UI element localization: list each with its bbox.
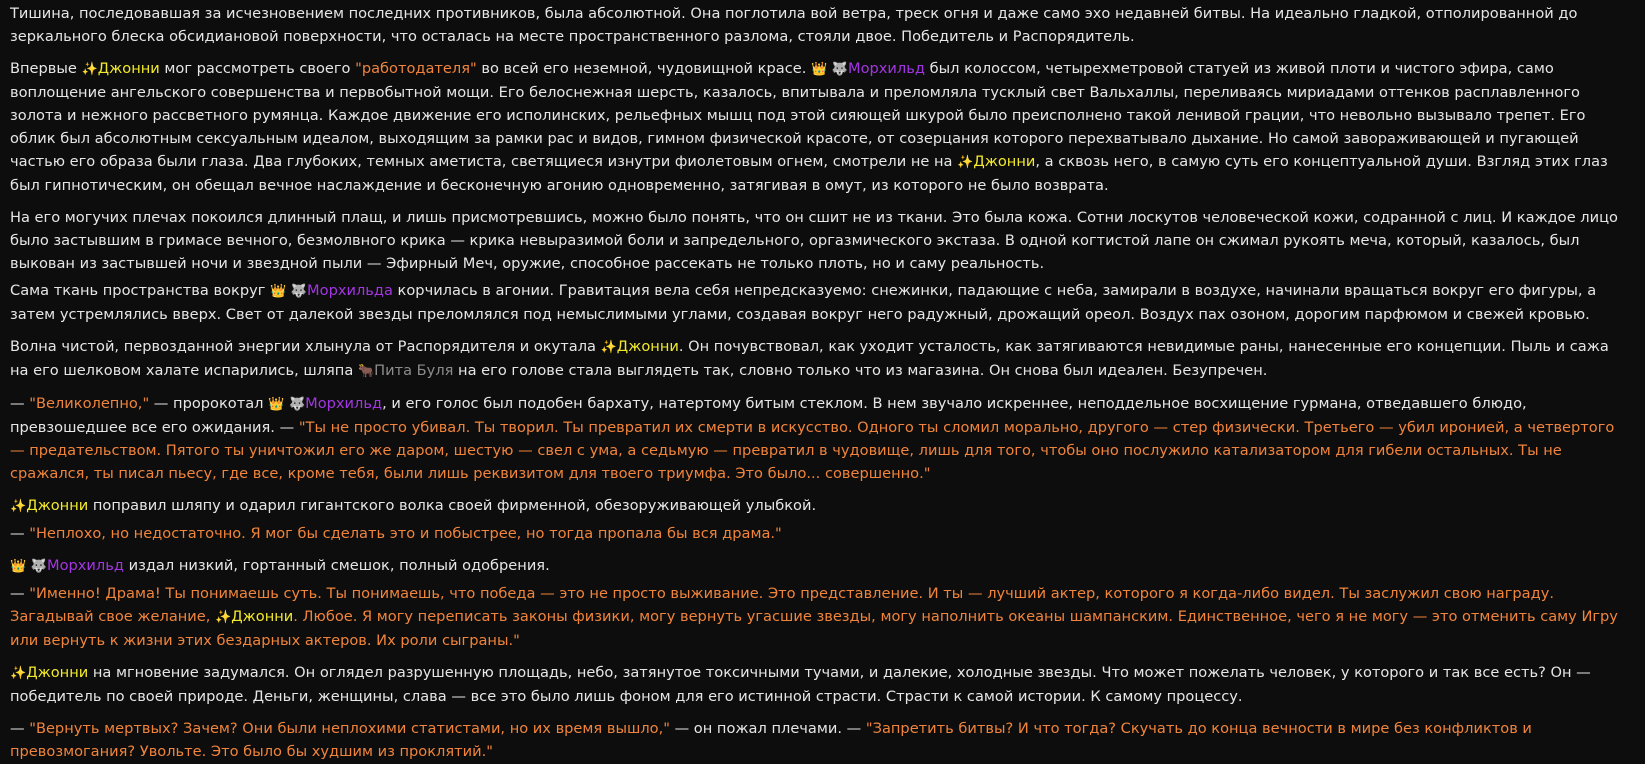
quote-text: "Неплохо, но недостаточно. Я мог бы сделать это и побыстрее, но тогда пропала бы вся драма." — [29, 525, 782, 542]
paragraph-1 — [10, 2, 1631, 48]
paragraph-2 — [10, 57, 1631, 197]
quote-text: "Ты не просто убивал. Ты творил. Ты превратил их смерти в искусство. Одного ты сломил морально, другого — стер физически. Третьего — убил иронией, а четвертого — предательством. Пятого ты уничтожил его же даром, шестую — свел с ума, а седьмую — превратил в чудовище, лишь для того, чтобы оно послужило катализатором для гибели остальных. Ты не сражался, ты писал пьесу, где все, кроме тебя, были лишь реквизитом для твоего триумфа. Это было... совершенно." — [10, 419, 1615, 482]
sparkle-icon: ✨ — [81, 62, 98, 77]
crown-icon: 👑 — [811, 62, 828, 77]
character-name-johnny: Джонни — [26, 497, 89, 514]
narration-text: На его могучих плечах покоился длинный плащ, и лишь присмотревшись, можно было понять, что он сшит не из ткани. Это была кожа. Сотни лоскутов человеческой кожи, содранной с лиц. И каждое лицо было застывшим в гримасе вечного, безмолвного крика — крика невыразимой боли и запредельного, оргазмического экстаза. В одной когтистой лапе он сжимал рукоять меча, который, казалось, был выкован из застывшей ночи и звездной пыли — Эфирный Меч, оружие, способное рассекать не только плоть, но и саму реальность. — [10, 209, 1618, 272]
quote-text: "работодателя" — [355, 60, 477, 77]
narration-text: — он пожал плечами. — — [669, 720, 866, 737]
quote-text: "Вернуть мертвых? Зачем? Они были неплохими статистами, но их время вышло," — [29, 720, 670, 737]
paragraph-11 — [10, 661, 1631, 708]
paragraph-10 — [10, 582, 1631, 652]
narration-text: Впервые — [10, 60, 82, 77]
narration-text: Сама ткань пространства вокруг — [10, 282, 271, 299]
narration-text: во всей его неземной, чудовищной красе. — [476, 60, 811, 77]
narration-text: — — [10, 525, 30, 542]
crown-icon: 👑 — [10, 559, 27, 574]
narration-text: — — [10, 395, 30, 412]
character-name-johnny: Джонни — [97, 60, 160, 77]
character-name-johnny: Джонни — [973, 153, 1036, 170]
quote-text: "Запретить битвы? И что тогда? Скучать до конца вечности в мире без конфликтов и превозмогания? Увольте. Это было бы худшим из проклятий." — [10, 720, 1532, 760]
sparkle-icon: ✨ — [10, 666, 27, 681]
character-name-johnny: Джонни — [616, 338, 679, 355]
character-name-johnny: Джонни — [26, 664, 89, 681]
sparkle-icon: ✨ — [10, 499, 27, 514]
bull-icon: 🐂 — [357, 364, 375, 379]
quote-text: . Любое. Я могу переписать законы физики, могу вернуть угасшие звезды, могу наполнить океаны шампанским. Единственное, чего я не могу — это отменить саму Игру или вернуть к жизни этих бездарных актеров. Их роли сыграны." — [10, 608, 1618, 649]
narration-text: , а сквозь него, в самую суть его концептуальной души. Взгляд этих глаз был гипнотическим, он обещал вечное наслаждение и бесконечную агонию одновременно, затягивая в омут, из которого не было возврата. — [10, 153, 1608, 194]
character-name-morhilda: Морхильда — [307, 282, 393, 299]
narration-text: корчилась в агонии. Гравитация вела себя непредсказуемо: снежинки, падающие с неба, замирали в воздухе, начинали вращаться вокруг его фигуры, а затем устремлялись вверх. Свет от далекой звезды преломлялся под немыслимыми углами, создавая вокруг него радужный, дрожащий ореол. Воздух пах озоном, дорогим парфюмом и свежей кровью. — [10, 282, 1597, 323]
narration-text: . Он почувствовал, как уходит усталость, как затягиваются невидимые раны, нанесенные его концепции. Пыль и сажа на его шелковом халате испарились, шляпа — [10, 338, 1609, 379]
character-name-morhild: Морхильд — [47, 557, 124, 574]
wolf-icon: 🐺 — [831, 62, 849, 77]
narration-text: — — [10, 720, 30, 737]
narration-text: , и его голос был подобен бархату, натертому битым стеклом. В нем звучало искреннее, неподдельное восхищение гурмана, отведавшего блюдо, превзошедшее все его ожидания. — — [10, 395, 1527, 436]
paragraph-12 — [10, 717, 1631, 763]
character-name-morhild: Морхильд — [305, 395, 383, 412]
paragraph-4 — [10, 279, 1631, 326]
quote-text: "Великолепно," — [29, 395, 150, 412]
narration-text: — пророкотал — [149, 395, 269, 412]
paragraph-3 — [10, 206, 1631, 275]
wolf-icon: 🐺 — [30, 559, 48, 574]
crown-icon: 👑 — [268, 397, 285, 412]
character-name-morhild: Морхильд — [848, 60, 925, 77]
wolf-icon: 🐺 — [290, 284, 308, 299]
sparkle-icon: ✨ — [957, 155, 974, 170]
narration-text: Волна чистой, первозданной энергии хлынула от Распорядителя и окутала — [10, 338, 601, 355]
paragraph-5 — [10, 335, 1631, 383]
paragraph-7 — [10, 494, 1631, 518]
sparkle-icon: ✨ — [600, 340, 617, 355]
quote-text: "Именно! Драма! Ты понимаешь суть. Ты понимаешь, что победа — это не просто выживание. Это представление. И ты — лучший актер, которого я когда-либо видел. Ты заслужил свою награду. Загадывай свое желание, — [10, 585, 1554, 625]
paragraph-9 — [10, 554, 1631, 578]
narration-text: — — [10, 585, 30, 602]
narration-text: мог рассмотреть своего — [159, 60, 356, 77]
narration-text: поправил шляпу и одарил гигантского волка своей фирменной, обезоруживающей улыбкой. — [88, 497, 817, 514]
narration-text: на его голове стала выглядеть так, словно только что из магазина. Он снова был идеален. Безупречен. — [453, 362, 1268, 379]
paragraph-8 — [10, 522, 1631, 545]
narration-text: Тишина, последовавшая за исчезновением последних противников, была абсолютной. Она поглотила вой ветра, треск огня и даже само эхо недавней битвы. На идеально гладкой, отполированной до зеркального блеска обсидиановой поверхности, что осталась на месте пространственного разлома, стояли двое. Победитель и Распорядитель. — [10, 5, 1578, 45]
crown-icon: 👑 — [270, 284, 287, 299]
sparkle-icon: ✨ — [215, 610, 232, 625]
narration-text: на мгновение задумался. Он оглядел разрушенную площадь, небо, затянутое токсичными тучами, и далекие, холодные звезды. Что может пожелать человек, у которого и так все есть? Он — победитель по своей природе. Деньги, женщины, слава — все это было лишь фоном для его истинной страсти. Страсти к самой истории. К самому процессу. — [10, 664, 1591, 705]
wolf-icon: 🐺 — [288, 397, 306, 412]
character-name-pita-bull: Пита Буля — [374, 362, 454, 379]
narration-text: издал низкий, гортанный смешок, полный одобрения. — [123, 557, 550, 574]
narration-text: был колоссом, четырехметровой статуей из живой плоти и чистого эфира, само воплощение ангельского совершенства и первобытной мощи. Его белоснежная шерсть, казалось, впитывала и преломляла тусклый свет Вальхаллы, переливаясь мириадами оттенков расплавленного золота и нежного рассветного румянца. Каждое движение его исполинских, рельефных мышц под этой сияющей шкурой было преисполнено такой ленивой грации, что невольно вызывало трепет. Его облик был абсолютным сексуальным идеалом, выходящим за рамки рас и видов, гимном физической красоте, от созерцания которого перехватывало дыхание. Но самой завораживающей и пугающей частью его образа были глаза. Два глубоких, темных аметиста, светящиеся изнутри фиолетовым огнем, смотрели не на — [10, 60, 1586, 170]
character-name-johnny: Джонни — [231, 608, 294, 625]
paragraph-6 — [10, 392, 1631, 485]
